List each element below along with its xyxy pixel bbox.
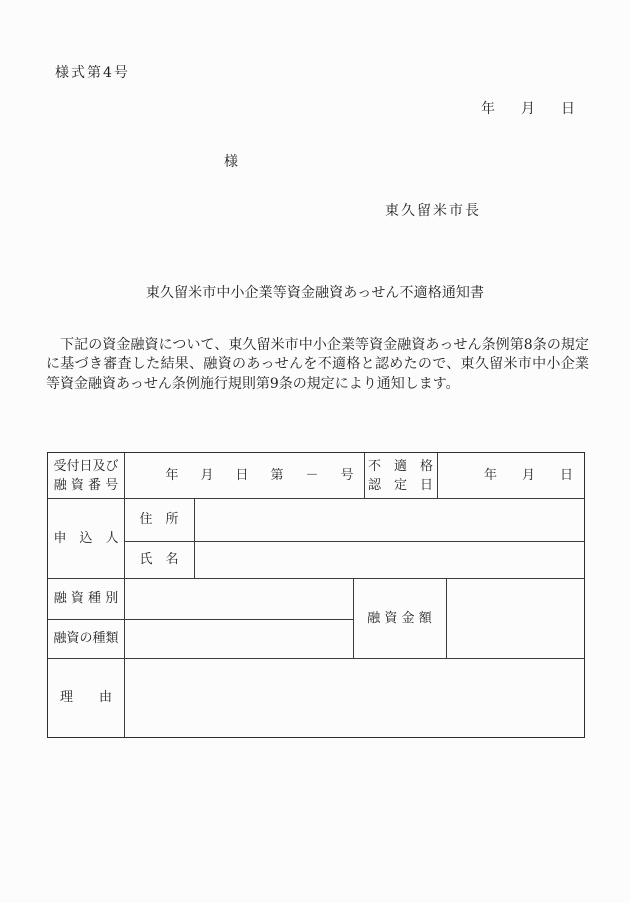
receipt-date-loan-number-label [48, 453, 124, 498]
loan-amount-field [446, 578, 583, 658]
loan-type-label: 融資の種類 [53, 631, 119, 646]
ineligibility-label-line2: 認 定 日 [367, 477, 433, 493]
addressee-honorific: 様 [224, 154, 238, 170]
loan-type-field [124, 619, 353, 658]
name-field [194, 541, 583, 578]
name-label: 氏 名 [139, 552, 179, 567]
reason-field [124, 658, 583, 736]
receipt-label-line1: 受付日及び [53, 458, 119, 474]
address-label: 住 所 [139, 512, 179, 527]
ineligibility-date-field: 年 月 日 [483, 468, 579, 483]
ineligibility-date-label [364, 453, 437, 498]
loan-amount-label: 融 資 金 額 [367, 610, 432, 626]
issue-date-line: 年 月 日 [481, 101, 581, 117]
receipt-label-line2: 融 資 番 号 [53, 477, 119, 493]
body-paragraph: 下記の資金融資について、東久留米市中小企業等資金融資あっせん条例第8条の規定に基づき審査した結果、融資のあっせんを不適格と認めたので、東久留米市中小企業等資金融資あっせん条例施行規則第9条の規定により通知します。 [46, 337, 589, 392]
loan-category-field [124, 578, 353, 619]
address-field [194, 498, 583, 541]
loan-category-label: 融 資 種 別 [53, 591, 119, 606]
ineligibility-label-line1: 不 適 格 [367, 458, 433, 474]
receipt-date-loan-number-field: 年 月 日 第 － 号 [165, 468, 358, 483]
document-title: 東久留米市中小企業等資金融資あっせん不適格通知書 [145, 285, 485, 301]
sender-name: 東久留米市長 [385, 203, 481, 219]
reason-label: 理 由 [59, 689, 112, 705]
form-number: 様式第4号 [55, 65, 130, 81]
notification-table [47, 452, 585, 738]
applicant-label: 申 込 人 [53, 530, 119, 546]
